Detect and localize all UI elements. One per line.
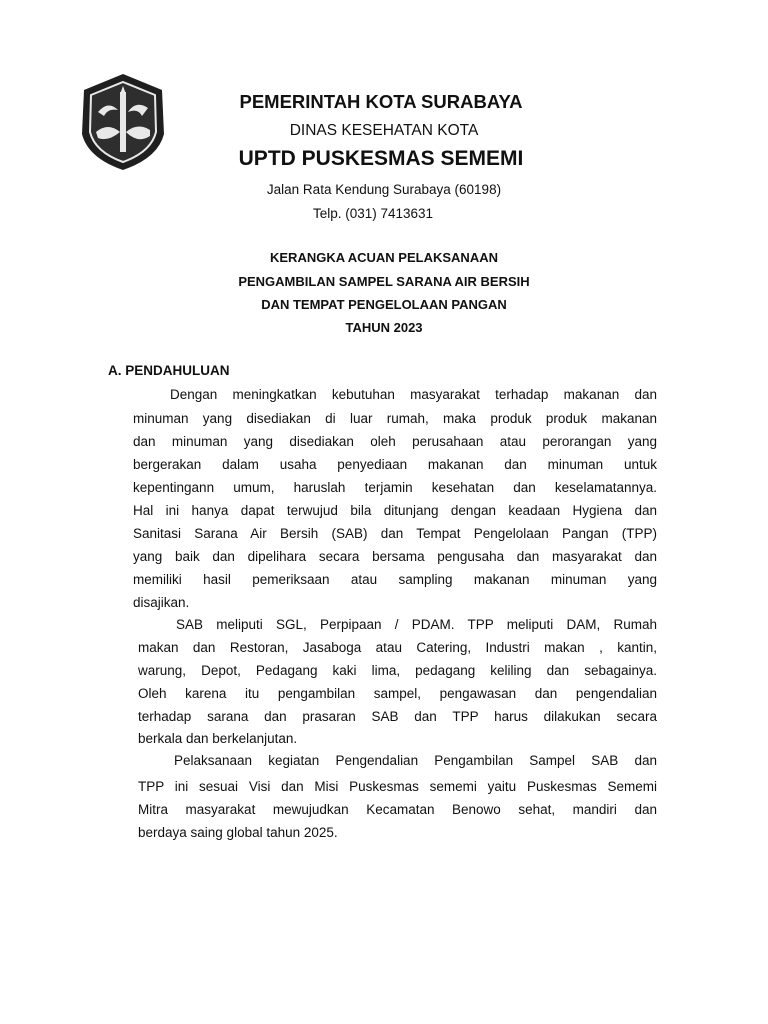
paragraph-line: bergerakan dalam usaha penyediaan makanan dan minuman untuk — [133, 457, 657, 472]
doc-title-line-2: PENGAMBILAN SAMPEL SARANA AIR BERSIH — [238, 274, 530, 289]
paragraph-line: disajikan. — [133, 595, 190, 610]
section-heading: A. PENDAHULUAN — [108, 363, 230, 378]
paragraph-line: Dengan meningkatkan kebutuhan masyarakat terhadap makanan dan — [170, 387, 657, 402]
paragraph-line: Hal ini hanya dapat terwujud bila ditunjang dengan keadaan Hygiena dan — [133, 503, 657, 518]
paragraph-line: Mitra masyarakat mewujudkan Kecamatan Benowo sehat, mandiri dan — [138, 802, 657, 817]
paragraph-line: yang baik dan dipelihara secara bersama pengusaha dan masyarakat dan — [133, 549, 657, 564]
paragraph-line: SAB meliputi SGL, Perpipaan / PDAM. TPP meliputi DAM, Rumah — [176, 617, 657, 632]
doc-title-line-1: KERANGKA ACUAN PELAKSANAAN — [270, 250, 498, 265]
header-government: PEMERINTAH KOTA SURABAYA — [239, 91, 523, 112]
paragraph-line: warung, Depot, Pedagang kaki lima, pedagang keliling dan sebagainya. — [138, 663, 657, 678]
header-address: Jalan Rata Kendung Surabaya (60198) — [266, 182, 502, 197]
header-department: DINAS KESEHATAN KOTA — [289, 122, 479, 139]
paragraph-line: Pelaksanaan kegiatan Pengendalian Pengambilan Sampel SAB dan — [174, 753, 657, 768]
paragraph-line: berkala dan berkelanjutan. — [138, 731, 298, 746]
paragraph-line: TPP ini sesuai Visi dan Misi Puskesmas sememi yaitu Puskesmas Sememi — [138, 779, 657, 794]
paragraph-line: Sanitasi Sarana Air Bersih (SAB) dan Tempat Pengelolaan Pangan (TPP) — [133, 526, 657, 541]
paragraph-line: minuman yang disediakan di luar rumah, maka produk produk makanan — [133, 411, 657, 426]
paragraph-line: makan dan Restoran, Jasaboga atau Catering, Industri makan , kantin, — [138, 640, 657, 655]
paragraph-line: memiliki hasil pemeriksaan atau sampling makanan minuman yang — [133, 572, 657, 587]
header-phone: Telp. (031) 7413631 — [312, 206, 434, 221]
doc-title-year: TAHUN 2023 — [345, 320, 423, 335]
paragraph-line: Oleh karena itu pengambilan sampel, pengawasan dan pengendalian — [138, 686, 657, 701]
paragraph-line: dan minuman yang disediakan oleh perusahaan atau perorangan yang — [133, 434, 657, 449]
paragraph-line: terhadap sarana dan prasaran SAB dan TPP harus dilakukan secara — [138, 709, 657, 724]
paragraph-line: kepentingann umum, haruslah terjamin kesehatan dan keselamatannya. — [133, 480, 657, 495]
paragraph-line: berdaya saing global tahun 2025. — [138, 825, 338, 840]
doc-title-line-3: DAN TEMPAT PENGELOLAAN PANGAN — [261, 297, 507, 312]
header-institution: UPTD PUSKESMAS SEMEMI — [238, 147, 524, 170]
